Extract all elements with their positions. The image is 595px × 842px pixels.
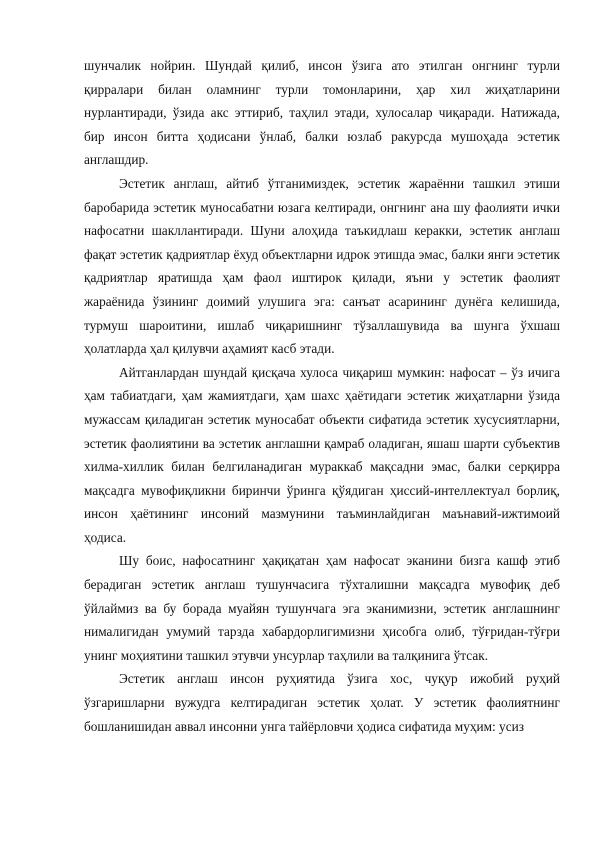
paragraph-5: Эстетик англаш инсон руҳиятида ўзига хос, чуқур ижобий руҳий ўзгаришларни вужудга келтирадиган эстетик ҳолат. У эстетик фаолиятнинг бошланишидан аввал инсонни унга тайёрловчи ҳодиса сифатида муҳим: усиз	[84, 671, 560, 734]
paragraph-2: Эстетик англаш, айтиб ўтганимиздек, эстетик жараённи ташкил этиши баробарида эстетик муносабатни юзага келтиради, онгнинг ана шу фаолияти ички нафосатни шакллантиради. Шуни алоҳида таъкидлаш керакки, эстетик англаш фақат эстетик қадриятлар ёхуд объектларни идрок этишда эмас, балки янги эстетик қадриятлар яратишда ҳам фаол иштирок қилади, яъни у эстетик фаолият жараёнида ўзининг доимий улушига эга: санъат асарининг дунёга келишида, турмуш шароитини, ишлаб чиқаришнинг тўзаллашувида ва шунга ўхшаш ҳолатларда ҳал қилувчи аҳамият касб этади.	[84, 175, 560, 357]
paragraph-1: шунчалик нойрин. Шундай қилиб, инсон ўзига ато этилган онгнинг турли қирралари билан оламнинг турли томонларини, ҳар хил жиҳатларини нурлантиради, ўзида акс эттириб, таҳлил этади, хулосалар чиқаради. Натижада, бир инсон битта ҳодисани ўнлаб, балки юзлаб ракурсда мушоҳада эстетик англашдир.	[84, 58, 560, 168]
document-page	[84, 54, 560, 738]
paragraph-3: Айтганлардан шундай қисқача хулоса чиқариш мумкин: нафосат – ўз ичига ҳам табиатдаги, ҳам жамиятдаги, ҳам шахс ҳаётидаги эстетик жиҳатларни ўзида мужассам қиладиган эстетик муносабат объекти сифатида эстетик хусусиятларни, эстетик фаолиятини ва эстетик англашни қамраб оладиган, яшаш шарти субъектив хилма-хиллик билан белгиланадиган мураккаб мақсадни эмас, балки серқирра мақсадга мувофиқликни биринчи ўринга қўядиган ҳиссий-интеллектуал борлиқ, инсон ҳаётининг инсоний мазмунини таъминлайдиган маънавий-ижтимоий ҳодиса.	[84, 364, 560, 545]
paragraph-4: Шу боис, нафосатнинг ҳақиқатан ҳам нафосат эканини бизга кашф этиб берадиган эстетик англаш тушунчасига тўхталишни мақсадга мувофиқ деб ўйлаймиз ва бу борада муайян тушунчага эга эканимизни, эстетик англашнинг нималигидан умумий тарзда хабардорлигимизни ҳисобга олиб, тўғридан-тўғри унинг моҳиятини ташкил этувчи унсурлар таҳлили ва талқинига ўтсак.	[84, 553, 560, 663]
